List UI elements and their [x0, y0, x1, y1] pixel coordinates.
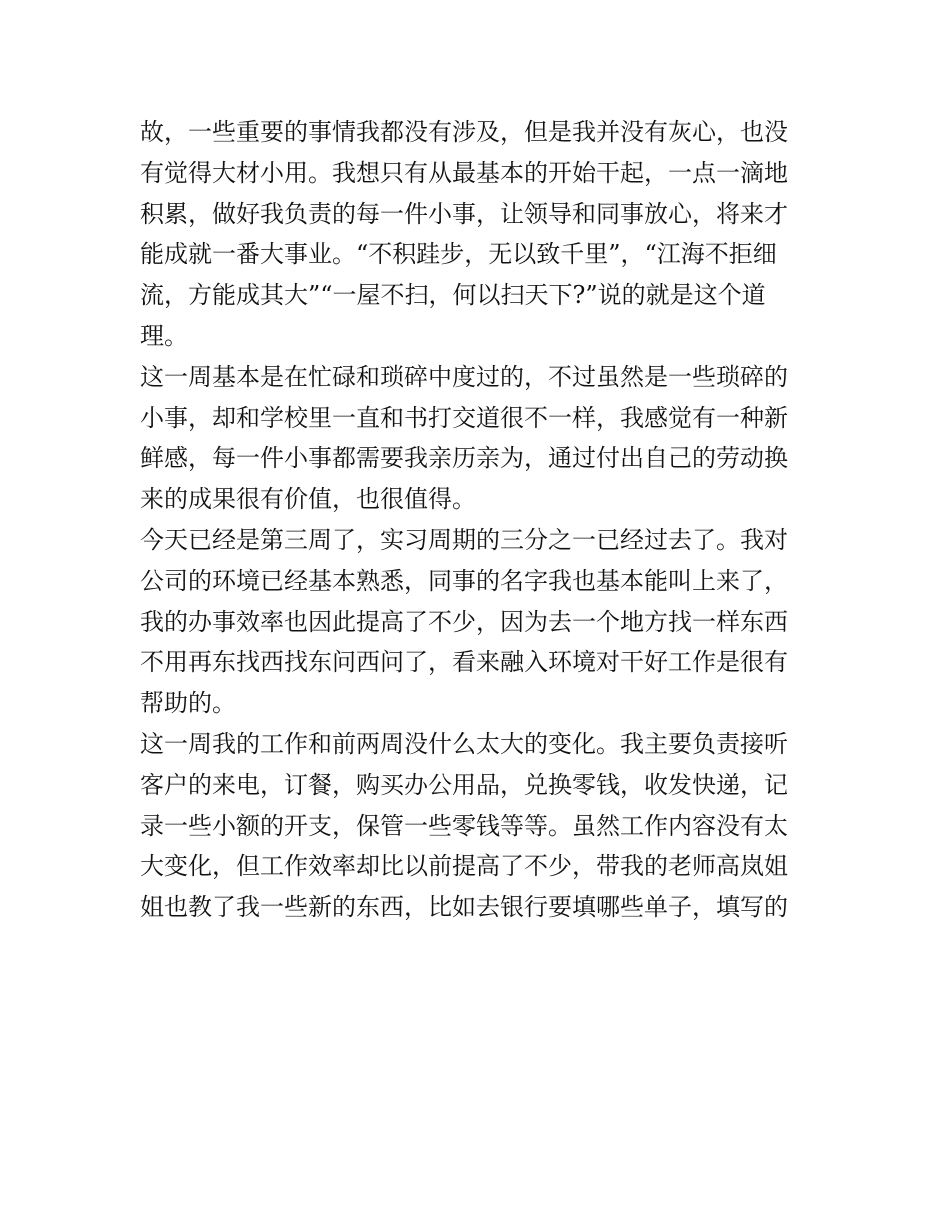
text-line: 这一周我的工作和前两周没什么太大的变化。我主要负责接听: [140, 729, 788, 758]
text-line: 能成就一番大事业。“不积跬步，无以致千里”，“江海不拒细: [140, 240, 777, 269]
document-body: [140, 112, 820, 928]
text-line: 有觉得大材小用。我想只有从最基本的开始干起，一点一滴地: [140, 158, 788, 187]
text-line: 来的成果很有价值，也很值得。: [140, 485, 476, 514]
text-line: 帮助的。: [140, 689, 236, 718]
text-line: 积累，做好我负责的每一件小事，让领导和同事放心，将来才: [140, 199, 788, 228]
text-line: 姐也教了我一些新的东西，比如去银行要填哪些单子，填写的: [140, 893, 788, 922]
text-line: 流，方能成其大”“一屋不扫，何以扫天下?”说的就是这个道: [140, 281, 766, 310]
text-line: 公司的环境已经基本熟悉，同事的名字我也基本能叫上来了，: [140, 566, 788, 595]
text-line: 我的办事效率也因此提高了不少，因为去一个地方找一样东西: [140, 607, 788, 636]
text-line: 今天已经是第三周了，实习周期的三分之一已经过去了。我对: [140, 525, 788, 554]
text-line: 这一周基本是在忙碌和琐碎中度过的，不过虽然是一些琐碎的: [140, 362, 788, 391]
text-line: 客户的来电，订餐，购买办公用品，兑换零钱，收发快递，记: [140, 770, 788, 799]
text-line: 不用再东找西找东问西问了，看来融入环境对干好工作是很有: [140, 648, 788, 677]
text-line: 大变化，但工作效率却比以前提高了不少，带我的老师高岚姐: [140, 852, 788, 881]
text-line: 鲜感，每一件小事都需要我亲历亲为，通过付出自己的劳动换: [140, 444, 788, 473]
text-line: 录一些小额的开支，保管一些零钱等等。虽然工作内容没有太: [140, 811, 788, 840]
text-line: 小事，却和学校里一直和书打交道很不一样，我感觉有一种新: [140, 403, 788, 432]
text-line: 理。: [140, 321, 188, 350]
text-line: 故，一些重要的事情我都没有涉及，但是我并没有灰心，也没: [140, 118, 788, 146]
